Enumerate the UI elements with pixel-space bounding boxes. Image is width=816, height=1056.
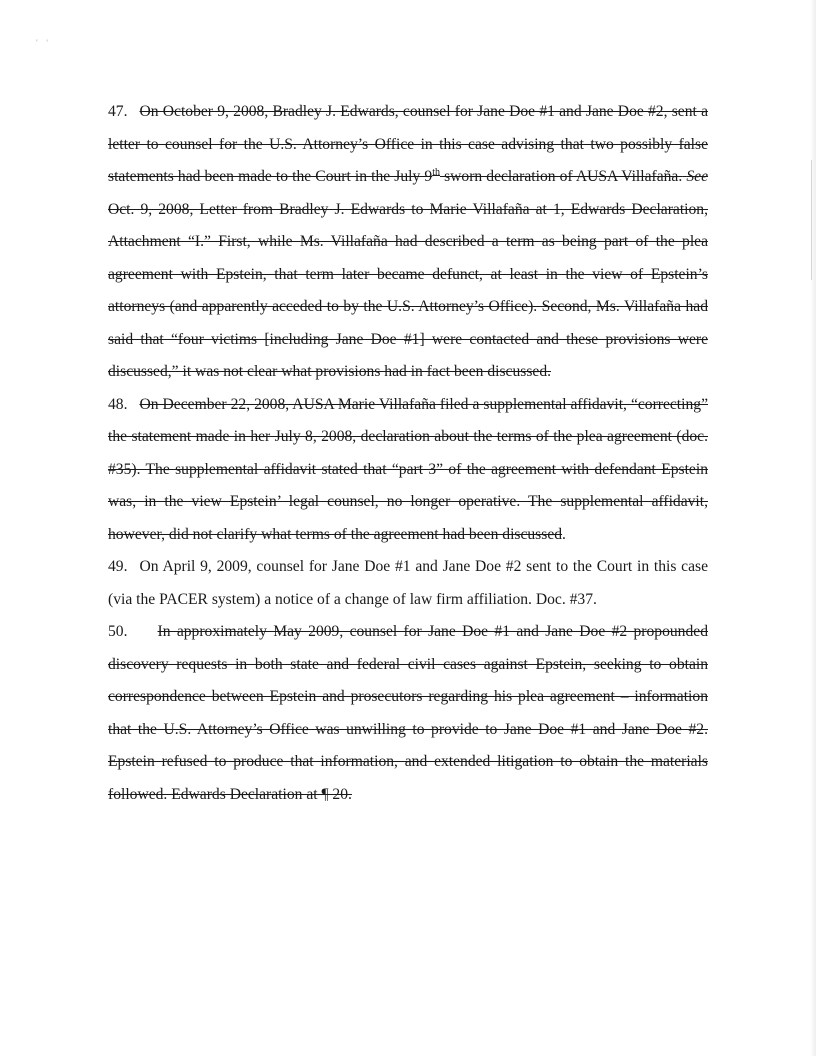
- paragraph-text: On October 9, 2008, Bradley J. Edwards, counsel for Jane Doe #1 and Jane Doe #2, sent a letter to counsel for the U.S. Attorney’s Office in this case advising that two possibly false statements had been made to the Court in the July 9: [108, 103, 708, 185]
- paragraph-number: 50.: [108, 623, 128, 640]
- paragraph-47: [108, 96, 708, 389]
- paragraph-number: 47.: [108, 103, 128, 120]
- paragraph-49: [108, 551, 708, 616]
- paragraph-48: [108, 389, 708, 552]
- superscript: th: [432, 166, 440, 178]
- scan-artifact: ' ': [36, 38, 51, 48]
- page-edge-mark: [811, 160, 812, 280]
- paragraph-50: [108, 616, 708, 811]
- struck-text: In approximately May 2009, counsel for Jane Doe #1 and Jane Doe #2 propounded discovery requests in both state and federal civil cases against Epstein, seeking to obtain correspondence between Epstein and prosecutors regarding his plea agreement – information that the U.S. Attorney’s Office was unwilling to provide to Jane Doe #1 and Jane Doe #2. Epstein refused to produce that information, and extended litigation to obtain the materials followed. Edwards Declaration at ¶ 20.: [108, 623, 708, 803]
- paragraph-text: On April 9, 2009, counsel for Jane Doe #1 and Jane Doe #2 sent to the Court in this case (via the PACER system) a notice of a change of law firm affiliation. Doc. #37.: [108, 558, 708, 608]
- citation-signal: See: [686, 168, 709, 185]
- struck-text: [108, 103, 708, 380]
- paragraph-text: sworn declaration of AUSA Villafaña.: [439, 168, 683, 185]
- page-edge-shadow: [810, 0, 816, 1056]
- paragraph-number: 48.: [108, 395, 128, 413]
- body-text: [108, 96, 708, 811]
- paragraph-number: 49.: [108, 558, 128, 575]
- struck-text: On December 22, 2008, AUSA Marie Villafaña filed a supplemental affidavit, “correcting” the statement made in her July 8, 2008, declaration about the terms of the plea agreement (doc. #35). The supplemental affidavit stated that “part 3” of the agreement with defendant Epstein was, in the view Epstein’ legal counsel, no longer operative. The supplemental affidavit, however, did not clarify what terms of the agreement had been discussed: [108, 395, 708, 543]
- paragraph-end: .: [562, 525, 566, 543]
- paragraph-text: Oct. 9, 2008, Letter from Bradley J. Edwards to Marie Villafaña at 1, Edwards Declaration, Attachment “I.” First, while Ms. Villafaña had described a term as being part of the plea agreement with Epstein, that term later became defunct, at least in the view of Epstein’s attorneys (and apparently acceded to by the U.S. Attorney’s Office). Second, Ms. Villafaña had said that “four victims [including Jane Doe #1] were contacted and these provisions were discussed,” it was not clear what provisions had in fact been discussed.: [108, 200, 708, 380]
